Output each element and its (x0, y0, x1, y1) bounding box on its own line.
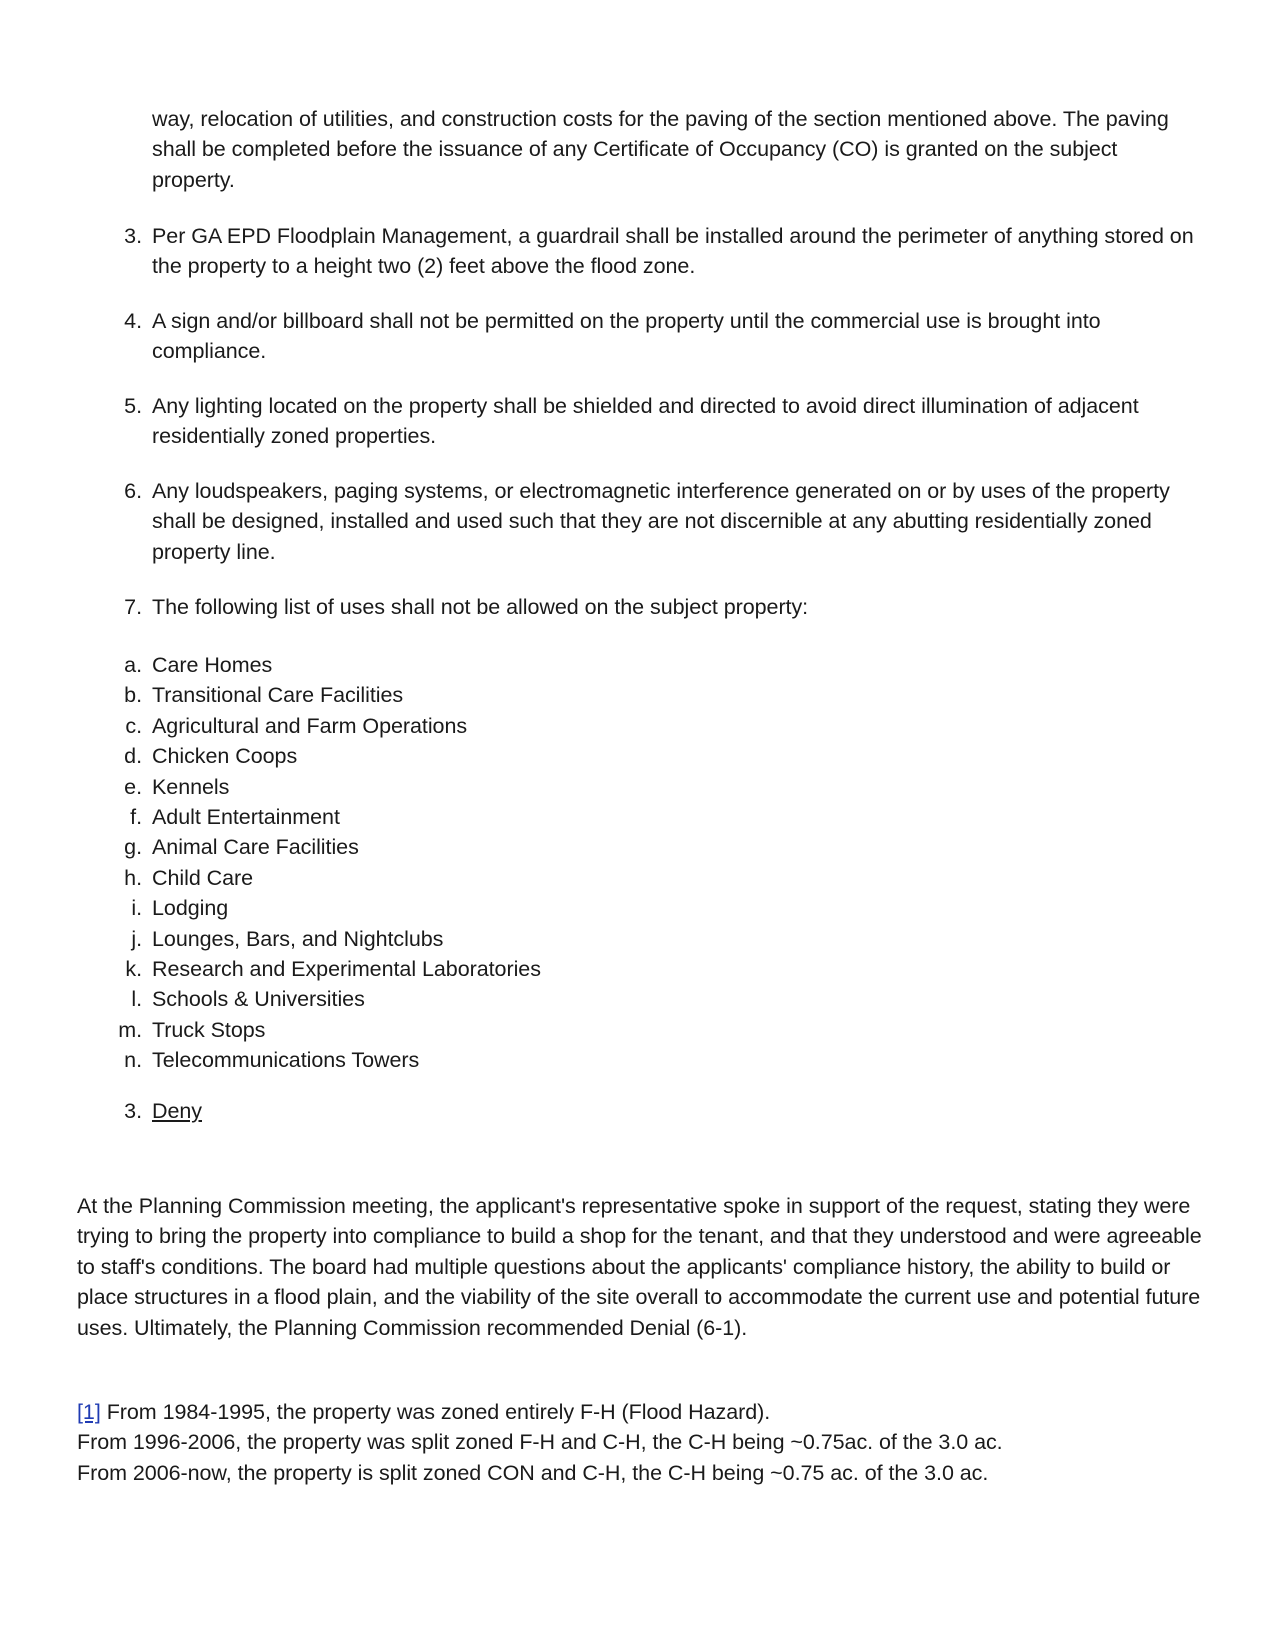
list-item-marker: b. (124, 683, 142, 708)
list-item (124, 1045, 952, 1075)
condition-4-text: A sign and/or billboard shall not be permitted on the property until the commercial use is brought into compliance. (152, 309, 1101, 364)
condition-3 (124, 221, 1202, 282)
list-item (124, 772, 952, 802)
list-item (118, 1015, 952, 1045)
list-item-marker: i. (131, 896, 142, 921)
option-deny (124, 1096, 1202, 1126)
list-item-text: Child Care (152, 865, 254, 890)
list-item-text: Transitional Care Facilities (152, 683, 404, 708)
list-item-marker: a. (124, 653, 142, 677)
list-item (124, 741, 952, 771)
list-item-marker: k. (125, 956, 142, 981)
planning-commission-summary: At the Planning Commission meeting, the applicant's representative spoke in support of the request, stating they were trying to bring the property into compliance to build a shop for the tenant, and that they understood and were agreeable to staff's conditions. The board had multiple questions about the applicants' compliance history, the ability to build or place structures in a flood plain, and the viability of the site overall to accommodate the current use and potential future uses. Ultimately, the Planning Commission recommended Denial (6-1). (77, 1194, 1202, 1340)
list-item (125, 954, 952, 984)
prohibited-uses-list (118, 650, 952, 1075)
list-item-text: Care Homes (152, 653, 273, 677)
list-item-marker: f. (130, 804, 142, 829)
list-item-text: Animal Care Facilities (152, 835, 359, 860)
list-item (131, 984, 952, 1014)
condition-5-text: Any lighting located on the property shall be shielded and directed to avoid direct illumination of adjacent residentially zoned properties. (152, 394, 1139, 449)
footnote-line-1 (77, 1397, 1202, 1427)
condition-2-continuation: way, relocation of utilities, and construction costs for the paving of the section mentioned above. The paving shall be completed before the issuance of any Certificate of Occupancy (CO) is granted on the subject property. (152, 107, 1169, 192)
list-item (124, 832, 952, 862)
list-item-marker: n. (124, 1048, 142, 1073)
condition-3-marker: 3. (124, 224, 142, 248)
list-item-text: Agricultural and Farm Operations (152, 713, 468, 738)
list-item-marker: l. (131, 987, 142, 1012)
footnote-block (77, 1397, 1202, 1488)
list-item (124, 680, 952, 710)
list-item (125, 711, 952, 741)
list-item-text: Schools & Universities (152, 987, 365, 1012)
condition-3-text: Per GA EPD Floodplain Management, a guardrail shall be installed around the perimeter of anything stored on the property to a height two (2) feet above the flood zone. (152, 224, 1194, 279)
condition-5-marker: 5. (124, 394, 142, 418)
footnote-line-3: From 2006-now, the property is split zoned CON and C-H, the C-H being ~0.75 ac. of the 3.0 ac. (77, 1460, 989, 1485)
list-item-text: Truck Stops (152, 1017, 266, 1042)
list-item (124, 863, 952, 893)
list-item-text: Lodging (152, 896, 229, 921)
list-item (124, 650, 952, 680)
option-deny-text: Deny (152, 1099, 202, 1123)
list-item-marker: h. (124, 865, 142, 890)
footnote-line-1-text: From 1984-1995, the property was zoned entirely F-H (Flood Hazard). (106, 1400, 771, 1424)
list-item-text: Chicken Coops (152, 744, 298, 769)
list-item-text: Telecommunications Towers (152, 1048, 420, 1073)
list-item (131, 924, 952, 954)
option-deny-marker: 3. (124, 1099, 142, 1123)
list-item-marker: g. (124, 835, 142, 860)
list-item-text: Lounges, Bars, and Nightclubs (152, 926, 444, 951)
condition-7-text: The following list of uses shall not be allowed on the subject property: (152, 595, 809, 619)
list-item-marker: d. (124, 744, 142, 769)
condition-7-marker: 7. (124, 595, 142, 619)
list-item-text: Research and Experimental Laboratories (152, 956, 541, 981)
condition-4-marker: 4. (124, 309, 142, 333)
list-item-marker: m. (118, 1017, 142, 1042)
footnote-ref-link[interactable]: [1] (77, 1400, 101, 1424)
list-item (130, 802, 952, 832)
condition-5 (124, 391, 1202, 452)
list-item (131, 893, 952, 923)
condition-6 (124, 476, 1202, 567)
list-item-text: Kennels (152, 774, 230, 799)
footnote-line-2: From 1996-2006, the property was split zoned F-H and C-H, the C-H being ~0.75ac. of the 3.0 ac. (77, 1430, 1003, 1455)
list-item-marker: j. (131, 926, 142, 951)
condition-6-text: Any loudspeakers, paging systems, or electromagnetic interference generated on or by uses of the property shall be designed, installed and used such that they are not discernible at any abutting residentially zoned property line. (152, 479, 1170, 564)
condition-4 (124, 306, 1202, 367)
condition-7 (124, 592, 1202, 622)
list-item-marker: e. (124, 774, 142, 799)
list-item-marker: c. (125, 713, 142, 738)
condition-6-marker: 6. (124, 479, 142, 503)
list-item-text: Adult Entertainment (152, 804, 340, 829)
